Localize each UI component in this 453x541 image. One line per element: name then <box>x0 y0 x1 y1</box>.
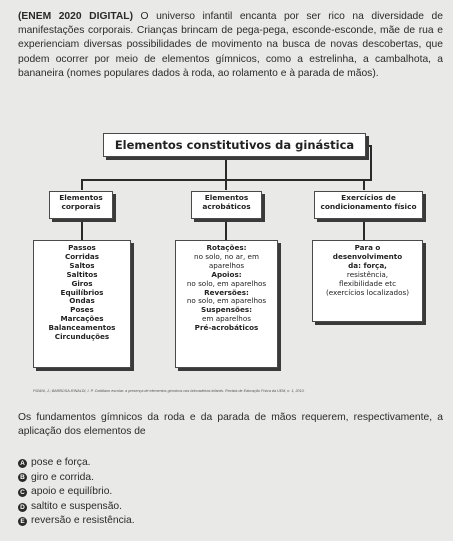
category-list-acrobaticos <box>175 240 278 368</box>
list-item: Balanceamentos <box>48 323 116 333</box>
figure-credit: PIZANI, J.; BARBOSA-RINALDI, I. P. Cotidiano escolar: a presença de elementos gímnicos nas brincadeiras infantis. Revista de Educação Física da UEM, n. 1, 2010. <box>33 389 305 393</box>
connector-line <box>81 179 83 190</box>
list-item: (exercícios localizados) <box>325 287 410 297</box>
list-item: Marcações <box>60 314 104 324</box>
list-item: Circunduções <box>54 332 110 342</box>
connector-line <box>370 146 372 180</box>
list-item: Apoios: <box>211 269 242 279</box>
category-list-condicionamento <box>312 240 423 322</box>
list-item: em aparelhos <box>202 314 251 324</box>
list-item: Reversões: <box>204 287 249 297</box>
list-item: desenvolvimento <box>332 251 403 261</box>
list-item: aparelhos <box>208 260 245 270</box>
option-text: giro e corrida. <box>31 471 94 483</box>
list-item: Saltitos <box>66 269 98 279</box>
header-line: acrobáticos <box>202 201 251 211</box>
option-text: saltito e suspensão. <box>31 500 123 512</box>
list-item: Giros <box>71 278 93 288</box>
connector-line <box>81 218 83 240</box>
list-item: Passos <box>68 243 96 252</box>
option-text: pose e força. <box>31 457 91 468</box>
list-item: Suspensões: <box>201 305 252 315</box>
connector-line <box>363 218 365 240</box>
header-line: corporais <box>61 201 101 211</box>
option-letter: E <box>18 517 27 526</box>
list-item: Corridas <box>64 251 100 261</box>
option-letter: A <box>18 459 27 468</box>
option-letter: D <box>18 503 27 512</box>
exam-tag: (ENEM 2020 DIGITAL) <box>18 11 133 22</box>
list-item: Saltos <box>69 260 95 270</box>
option-d[interactable] <box>18 500 135 515</box>
option-c[interactable] <box>18 485 135 500</box>
list-item: Poses <box>70 305 94 315</box>
option-letter: C <box>18 488 27 497</box>
header-line: Elementos <box>204 193 249 202</box>
category-header-acrobaticos <box>191 191 262 219</box>
list-item: no solo, em aparelhos <box>186 296 267 306</box>
list-item: Pré-acrobáticos <box>194 323 259 333</box>
option-letter: B <box>18 473 27 482</box>
connector-line <box>225 218 227 240</box>
question-text: Os fundamentos gímnicos da roda e da parada de mãos requerem, respectivamente, a aplicação dos elementos de <box>18 412 443 438</box>
list-item: no solo, em aparelhos <box>186 278 267 288</box>
statement-text: O universo infantil encanta por ser rico na diversidade de manifestações corporais. Crianças brincam de pega-pega, esconde-esconde, mãe de rua e experienciam diversas possibilidades de movimento na busca de novas descobertas, que podem ocorrer por meio de elementos gímnicos, como a estrelinha, a cambalhota, a bananeira (nomes populares dados à roda, ao rolamento e à parada de mãos). <box>18 11 443 79</box>
list-item: resistência, <box>346 269 389 279</box>
category-header-condicionamento <box>314 191 423 219</box>
option-a[interactable] <box>18 456 135 471</box>
answer-options <box>18 456 135 529</box>
list-item: no solo, no ar, em <box>194 251 259 261</box>
diagram-title: Elementos constitutivos da ginástica <box>103 133 366 157</box>
option-text: apoio e equilíbrio. <box>31 486 113 498</box>
list-item: Para o <box>354 243 381 252</box>
header-line: Elementos <box>59 193 103 202</box>
connector-line <box>363 180 365 190</box>
list-item: flexibilidade etc <box>338 278 397 288</box>
list-item: Rotações: <box>206 243 247 252</box>
header-line: Exercícios de <box>341 193 396 202</box>
option-e[interactable] <box>18 514 135 529</box>
list-item: da: força, <box>348 260 387 270</box>
header-line: condicionamento físico <box>320 201 417 211</box>
list-item: Equilíbrios <box>60 287 104 297</box>
category-list-corporais <box>33 240 131 368</box>
option-text: reversão e resistência. <box>31 515 135 527</box>
list-item: Ondas <box>69 296 95 306</box>
option-b[interactable] <box>18 471 135 486</box>
connector-line <box>225 154 227 190</box>
category-header-corporais <box>49 191 113 219</box>
